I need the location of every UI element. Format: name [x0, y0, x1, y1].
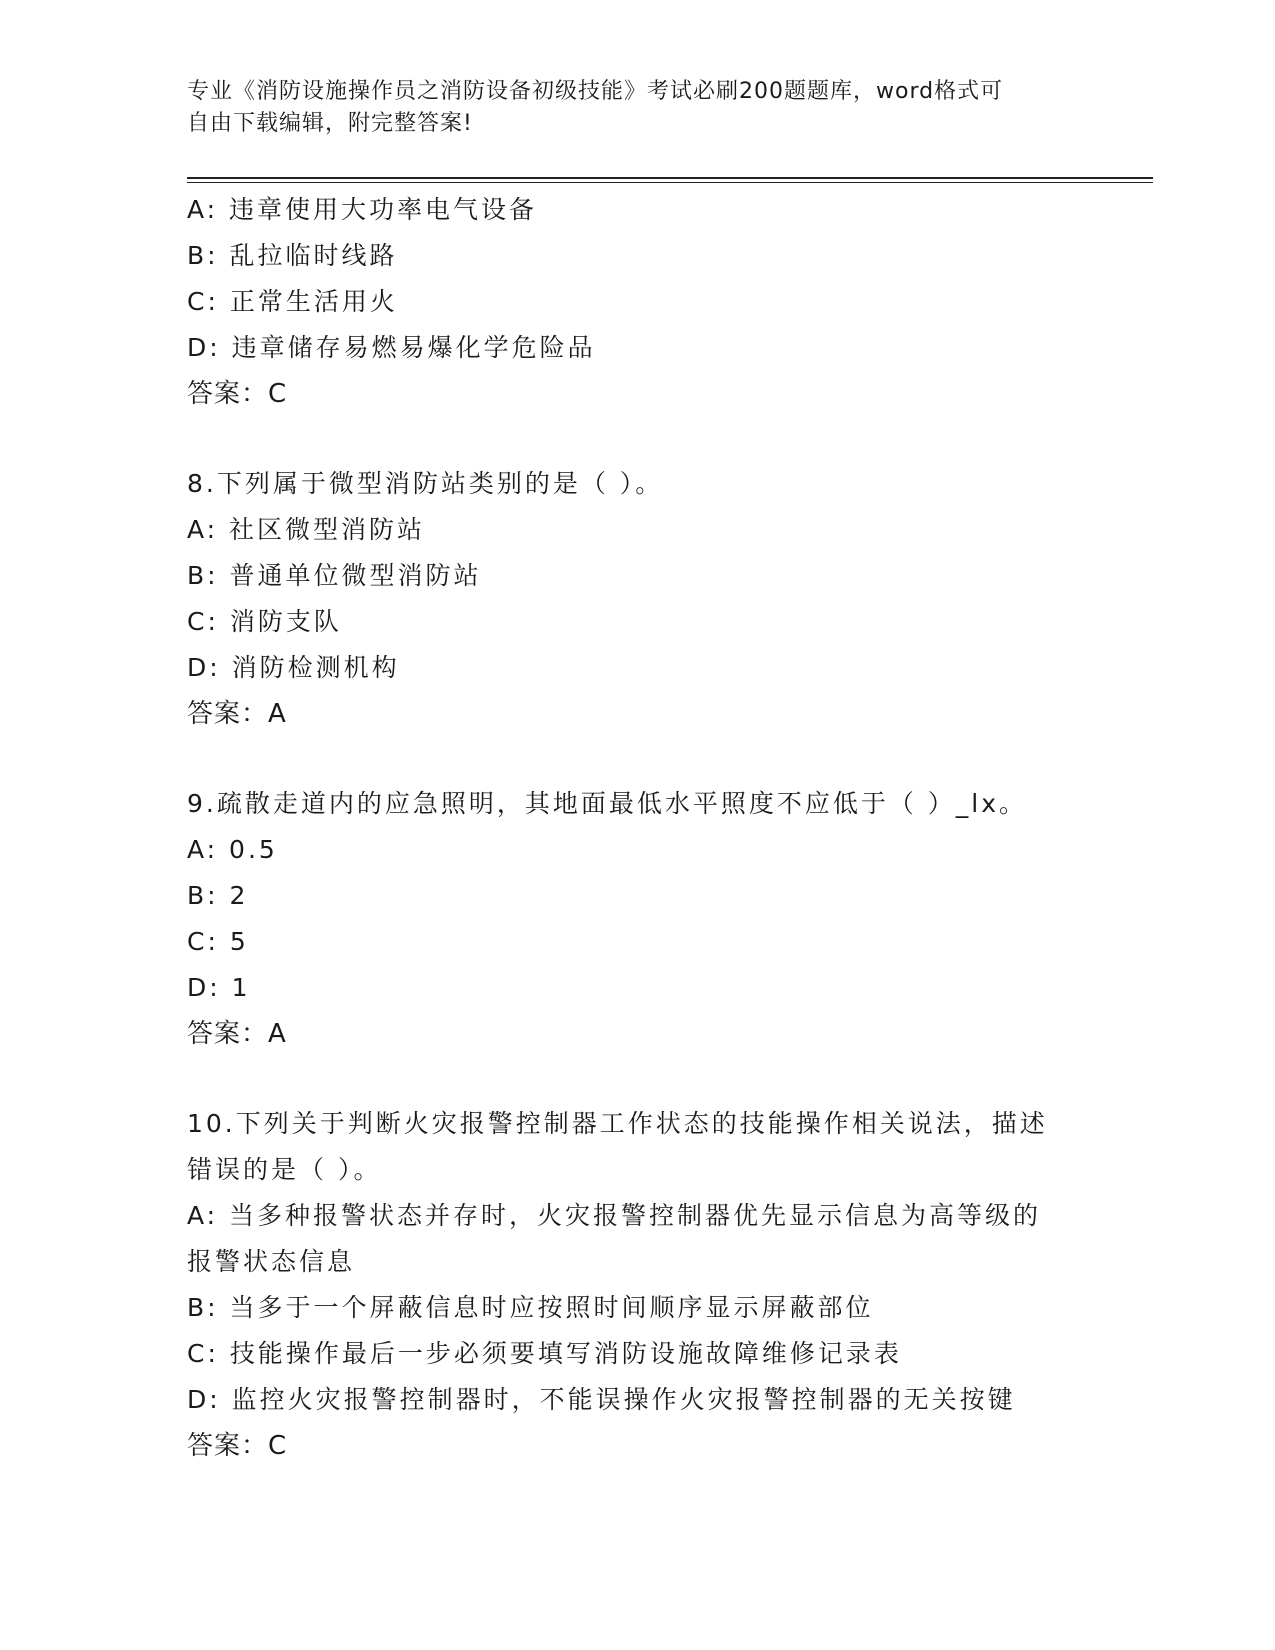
spacer	[187, 417, 1087, 461]
question-7-block	[187, 187, 1087, 417]
header-line-2: 自由下载编辑，附完整答案!	[187, 111, 473, 136]
question-8-block	[187, 461, 1087, 737]
document-body	[187, 187, 1087, 1469]
header-divider	[187, 177, 1153, 183]
q10-question-line-2: 错误的是（ ）。	[187, 1155, 382, 1184]
question-9-block	[187, 781, 1087, 1057]
page-header	[187, 76, 1067, 140]
q7-answer: 答案：C	[187, 379, 288, 409]
q10-question-line-1: 10.下列关于判断火灾报警控制器工作状态的技能操作相关说法，描述	[187, 1109, 1048, 1138]
q7-option-c: C: 正常生活用火	[187, 287, 398, 316]
q10-option-c: C: 技能操作最后一步必须要填写消防设施故障维修记录表	[187, 1339, 902, 1368]
q8-answer: 答案：A	[187, 699, 287, 729]
q7-option-b: B: 乱拉临时线路	[187, 241, 398, 270]
spacer	[187, 1057, 1087, 1101]
q8-option-d: D: 消防检测机构	[187, 653, 400, 682]
q9-option-b: B: 2	[187, 881, 249, 910]
q10-option-a-line-1: A: 当多种报警状态并存时，火灾报警控制器优先显示信息为高等级的	[187, 1201, 1042, 1230]
q9-option-d: D: 1	[187, 973, 251, 1002]
q10-option-a-line-2: 报警状态信息	[187, 1247, 356, 1276]
q9-question: 9.疏散走道内的应急照明，其地面最低水平照度不应低于（ ）_lx。	[187, 789, 1028, 818]
q10-option-d: D: 监控火灾报警控制器时，不能误操作火灾报警控制器的无关按键	[187, 1385, 1016, 1414]
q8-question: 8.下列属于微型消防站类别的是（ ）。	[187, 469, 664, 498]
q8-option-a: A: 社区微型消防站	[187, 515, 426, 544]
header-line-1: 专业《消防设施操作员之消防设备初级技能》考试必刷200题题库，word格式可	[187, 79, 1004, 104]
q10-option-b: B: 当多于一个屏蔽信息时应按照时间顺序显示屏蔽部位	[187, 1293, 874, 1322]
q9-option-c: C: 5	[187, 927, 249, 956]
q9-answer: 答案：A	[187, 1019, 287, 1049]
q10-answer: 答案：C	[187, 1431, 288, 1461]
q8-option-c: C: 消防支队	[187, 607, 342, 636]
q8-option-b: B: 普通单位微型消防站	[187, 561, 482, 590]
q7-option-a: A: 违章使用大功率电气设备	[187, 195, 538, 224]
q7-option-d: D: 违章储存易燃易爆化学危险品	[187, 333, 596, 362]
question-10-block	[187, 1101, 1087, 1469]
spacer	[187, 737, 1087, 781]
q9-option-a: A: 0.5	[187, 835, 278, 864]
